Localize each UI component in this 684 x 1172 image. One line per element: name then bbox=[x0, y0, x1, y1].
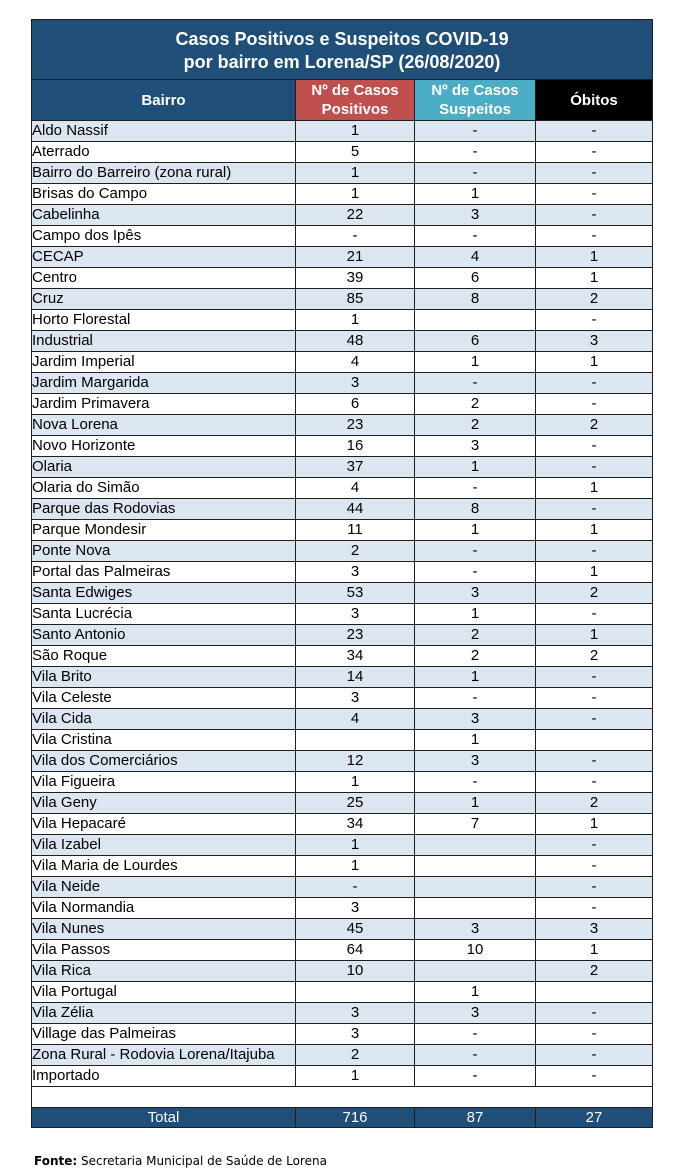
cell-positivos bbox=[296, 982, 415, 1003]
header-positivos-line-2: Positivos bbox=[321, 101, 389, 118]
cell-obitos: - bbox=[536, 856, 653, 877]
cell-bairro: Aterrado bbox=[32, 142, 296, 163]
cell-positivos: 64 bbox=[296, 940, 415, 961]
cell-positivos: 34 bbox=[296, 814, 415, 835]
covid-table bbox=[31, 19, 653, 1128]
cell-suspeitos: - bbox=[415, 1024, 536, 1045]
table-row bbox=[32, 373, 653, 394]
cell-bairro: Vila Normandia bbox=[32, 898, 296, 919]
cell-suspeitos: 3 bbox=[415, 583, 536, 604]
cell-obitos: 2 bbox=[536, 415, 653, 436]
cell-obitos: - bbox=[536, 310, 653, 331]
cell-positivos: 3 bbox=[296, 898, 415, 919]
cell-bairro: Industrial bbox=[32, 331, 296, 352]
cell-suspeitos: - bbox=[415, 1066, 536, 1087]
cell-suspeitos: 3 bbox=[415, 205, 536, 226]
table-row bbox=[32, 856, 653, 877]
cell-suspeitos: 2 bbox=[415, 415, 536, 436]
cell-positivos bbox=[296, 730, 415, 751]
table-row bbox=[32, 709, 653, 730]
source-note bbox=[34, 1154, 327, 1168]
cell-positivos: 44 bbox=[296, 499, 415, 520]
cell-positivos: 1 bbox=[296, 163, 415, 184]
cell-obitos: - bbox=[536, 667, 653, 688]
cell-obitos: - bbox=[536, 751, 653, 772]
cell-obitos: - bbox=[536, 184, 653, 205]
cell-obitos: 1 bbox=[536, 352, 653, 373]
cell-positivos: 11 bbox=[296, 520, 415, 541]
cell-positivos: 3 bbox=[296, 1024, 415, 1045]
cell-suspeitos: 1 bbox=[415, 352, 536, 373]
table-row bbox=[32, 877, 653, 898]
header-positivos-line-1: Nº de Casos bbox=[311, 82, 399, 99]
cell-suspeitos: 1 bbox=[415, 667, 536, 688]
cell-suspeitos bbox=[415, 877, 536, 898]
table-row bbox=[32, 1066, 653, 1087]
cell-obitos: 2 bbox=[536, 646, 653, 667]
cell-bairro: Parque Mondesir bbox=[32, 520, 296, 541]
total-row bbox=[32, 1108, 653, 1128]
cell-obitos: 1 bbox=[536, 247, 653, 268]
cell-suspeitos: 1 bbox=[415, 730, 536, 751]
cell-obitos: - bbox=[536, 163, 653, 184]
cell-positivos: 23 bbox=[296, 625, 415, 646]
cell-bairro: Zona Rural - Rodovia Lorena/Itajuba bbox=[32, 1045, 296, 1066]
cell-bairro: Ponte Nova bbox=[32, 541, 296, 562]
table-row bbox=[32, 625, 653, 646]
cell-bairro: Jardim Primavera bbox=[32, 394, 296, 415]
cell-bairro: Vila Geny bbox=[32, 793, 296, 814]
cell-suspeitos: 6 bbox=[415, 268, 536, 289]
cell-suspeitos: - bbox=[415, 373, 536, 394]
cell-suspeitos: - bbox=[415, 541, 536, 562]
table-row bbox=[32, 352, 653, 373]
cell-positivos: 1 bbox=[296, 121, 415, 142]
cell-suspeitos: 10 bbox=[415, 940, 536, 961]
table-row bbox=[32, 919, 653, 940]
cell-obitos bbox=[536, 730, 653, 751]
table-row bbox=[32, 730, 653, 751]
source-label: Fonte: bbox=[34, 1154, 78, 1168]
header-row bbox=[32, 80, 653, 121]
header-obitos: Óbitos bbox=[536, 80, 653, 121]
cell-obitos: 2 bbox=[536, 583, 653, 604]
cell-suspeitos: 2 bbox=[415, 625, 536, 646]
cell-suspeitos: - bbox=[415, 121, 536, 142]
cell-suspeitos: 1 bbox=[415, 982, 536, 1003]
cell-obitos: - bbox=[536, 142, 653, 163]
table-row bbox=[32, 499, 653, 520]
cell-bairro: Santa Edwiges bbox=[32, 583, 296, 604]
cell-obitos: - bbox=[536, 688, 653, 709]
header-suspeitos bbox=[415, 80, 536, 121]
cell-suspeitos: - bbox=[415, 163, 536, 184]
table-row bbox=[32, 268, 653, 289]
table-row bbox=[32, 436, 653, 457]
table-row bbox=[32, 646, 653, 667]
cell-bairro: Aldo Nassif bbox=[32, 121, 296, 142]
cell-bairro: Vila Cida bbox=[32, 709, 296, 730]
cell-positivos: 3 bbox=[296, 562, 415, 583]
source-text: Secretaria Municipal de Saúde de Lorena bbox=[81, 1154, 327, 1168]
cell-suspeitos: - bbox=[415, 226, 536, 247]
cell-positivos: 4 bbox=[296, 352, 415, 373]
table-row bbox=[32, 751, 653, 772]
cell-suspeitos: 8 bbox=[415, 289, 536, 310]
cell-positivos: 3 bbox=[296, 688, 415, 709]
cell-suspeitos: 4 bbox=[415, 247, 536, 268]
cell-positivos: 3 bbox=[296, 1003, 415, 1024]
cell-obitos: 2 bbox=[536, 961, 653, 982]
cell-bairro: Cabelinha bbox=[32, 205, 296, 226]
cell-obitos: 1 bbox=[536, 520, 653, 541]
cell-bairro: Vila Hepacaré bbox=[32, 814, 296, 835]
table-title bbox=[32, 20, 653, 80]
cell-bairro: Olaria do Simão bbox=[32, 478, 296, 499]
table-row bbox=[32, 247, 653, 268]
cell-positivos: 45 bbox=[296, 919, 415, 940]
cell-positivos: 21 bbox=[296, 247, 415, 268]
cell-bairro: Vila Portugal bbox=[32, 982, 296, 1003]
cell-suspeitos bbox=[415, 856, 536, 877]
cell-bairro: Olaria bbox=[32, 457, 296, 478]
cell-bairro: Horto Florestal bbox=[32, 310, 296, 331]
cell-suspeitos: 7 bbox=[415, 814, 536, 835]
cell-bairro: Vila Celeste bbox=[32, 688, 296, 709]
cell-obitos: - bbox=[536, 877, 653, 898]
cell-suspeitos: - bbox=[415, 772, 536, 793]
cell-obitos: - bbox=[536, 709, 653, 730]
cell-positivos: 85 bbox=[296, 289, 415, 310]
cell-bairro: São Roque bbox=[32, 646, 296, 667]
table-row bbox=[32, 310, 653, 331]
header-suspeitos-line-2: Suspeitos bbox=[439, 101, 511, 118]
cell-suspeitos: - bbox=[415, 688, 536, 709]
cell-positivos: 2 bbox=[296, 541, 415, 562]
table-row bbox=[32, 1045, 653, 1066]
header-suspeitos-line-1: Nº de Casos bbox=[431, 82, 519, 99]
cell-positivos: 1 bbox=[296, 184, 415, 205]
cell-positivos: 10 bbox=[296, 961, 415, 982]
table-row bbox=[32, 1024, 653, 1045]
cell-suspeitos: 1 bbox=[415, 793, 536, 814]
header-positivos bbox=[296, 80, 415, 121]
cell-obitos: 2 bbox=[536, 289, 653, 310]
cell-positivos: 1 bbox=[296, 835, 415, 856]
cell-suspeitos: - bbox=[415, 562, 536, 583]
cell-suspeitos: - bbox=[415, 1045, 536, 1066]
cell-bairro: Jardim Margarida bbox=[32, 373, 296, 394]
table-body bbox=[32, 121, 653, 1087]
cell-suspeitos: - bbox=[415, 478, 536, 499]
cell-obitos: - bbox=[536, 898, 653, 919]
cell-bairro: Vila Rica bbox=[32, 961, 296, 982]
cell-bairro: Importado bbox=[32, 1066, 296, 1087]
cell-suspeitos: 8 bbox=[415, 499, 536, 520]
cell-positivos: 6 bbox=[296, 394, 415, 415]
cell-bairro: Portal das Palmeiras bbox=[32, 562, 296, 583]
cell-obitos: - bbox=[536, 1003, 653, 1024]
cell-positivos: 1 bbox=[296, 772, 415, 793]
cell-positivos: 4 bbox=[296, 478, 415, 499]
table-row bbox=[32, 457, 653, 478]
cell-positivos: 48 bbox=[296, 331, 415, 352]
cell-obitos: - bbox=[536, 457, 653, 478]
cell-bairro: Vila Zélia bbox=[32, 1003, 296, 1024]
cell-obitos: - bbox=[536, 772, 653, 793]
cell-bairro: Santa Lucrécia bbox=[32, 604, 296, 625]
cell-obitos: 3 bbox=[536, 919, 653, 940]
cell-bairro: Cruz bbox=[32, 289, 296, 310]
cell-positivos: 3 bbox=[296, 373, 415, 394]
cell-suspeitos: 3 bbox=[415, 1003, 536, 1024]
cell-bairro: Vila Izabel bbox=[32, 835, 296, 856]
cell-suspeitos: 1 bbox=[415, 457, 536, 478]
cell-suspeitos: 3 bbox=[415, 919, 536, 940]
cell-positivos: 3 bbox=[296, 604, 415, 625]
cell-bairro: Centro bbox=[32, 268, 296, 289]
cell-positivos: - bbox=[296, 877, 415, 898]
table-row bbox=[32, 835, 653, 856]
table-row bbox=[32, 205, 653, 226]
cell-suspeitos: 3 bbox=[415, 436, 536, 457]
title-line-1: Casos Positivos e Suspeitos COVID-19 bbox=[175, 28, 509, 49]
cell-bairro: Vila dos Comerciários bbox=[32, 751, 296, 772]
total-obitos: 27 bbox=[536, 1108, 653, 1128]
cell-bairro: Novo Horizonte bbox=[32, 436, 296, 457]
table-row bbox=[32, 814, 653, 835]
cell-obitos: - bbox=[536, 1066, 653, 1087]
cell-bairro: Parque das Rodovias bbox=[32, 499, 296, 520]
cell-obitos: 3 bbox=[536, 331, 653, 352]
cell-obitos bbox=[536, 982, 653, 1003]
cell-obitos: 2 bbox=[536, 793, 653, 814]
cell-obitos: 1 bbox=[536, 814, 653, 835]
table-row bbox=[32, 121, 653, 142]
cell-bairro: Bairro do Barreiro (zona rural) bbox=[32, 163, 296, 184]
cell-obitos: - bbox=[536, 541, 653, 562]
table-row bbox=[32, 940, 653, 961]
table-row bbox=[32, 604, 653, 625]
table-row bbox=[32, 478, 653, 499]
cell-bairro: Brisas do Campo bbox=[32, 184, 296, 205]
title-row bbox=[32, 20, 653, 80]
table-row bbox=[32, 520, 653, 541]
cell-suspeitos bbox=[415, 310, 536, 331]
cell-obitos: - bbox=[536, 436, 653, 457]
cell-suspeitos: 6 bbox=[415, 331, 536, 352]
cell-positivos: 23 bbox=[296, 415, 415, 436]
cell-bairro: Campo dos Ipês bbox=[32, 226, 296, 247]
cell-bairro: Vila Cristina bbox=[32, 730, 296, 751]
cell-bairro: CECAP bbox=[32, 247, 296, 268]
table-row bbox=[32, 772, 653, 793]
cell-positivos: 1 bbox=[296, 310, 415, 331]
table-row bbox=[32, 415, 653, 436]
cell-obitos: - bbox=[536, 205, 653, 226]
cell-bairro: Vila Nunes bbox=[32, 919, 296, 940]
blank-row bbox=[32, 1087, 653, 1108]
table-row bbox=[32, 541, 653, 562]
table-row bbox=[32, 898, 653, 919]
cell-positivos: - bbox=[296, 226, 415, 247]
cell-obitos: 1 bbox=[536, 625, 653, 646]
cell-obitos: - bbox=[536, 394, 653, 415]
cell-bairro: Vila Brito bbox=[32, 667, 296, 688]
cell-positivos: 16 bbox=[296, 436, 415, 457]
cell-positivos: 4 bbox=[296, 709, 415, 730]
cell-obitos: - bbox=[536, 604, 653, 625]
table-row bbox=[32, 793, 653, 814]
cell-positivos: 39 bbox=[296, 268, 415, 289]
cell-bairro: Vila Figueira bbox=[32, 772, 296, 793]
cell-positivos: 37 bbox=[296, 457, 415, 478]
cell-obitos: 1 bbox=[536, 478, 653, 499]
table-row bbox=[32, 184, 653, 205]
total-positivos: 716 bbox=[296, 1108, 415, 1128]
cell-obitos: - bbox=[536, 499, 653, 520]
cell-bairro: Village das Palmeiras bbox=[32, 1024, 296, 1045]
table-row bbox=[32, 1003, 653, 1024]
title-line-2: por bairro em Lorena/SP (26/08/2020) bbox=[183, 51, 501, 72]
table-row bbox=[32, 226, 653, 247]
table-row bbox=[32, 982, 653, 1003]
cell-obitos: - bbox=[536, 1045, 653, 1066]
cell-suspeitos bbox=[415, 961, 536, 982]
cell-obitos: - bbox=[536, 373, 653, 394]
total-suspeitos: 87 bbox=[415, 1108, 536, 1128]
cell-positivos: 2 bbox=[296, 1045, 415, 1066]
cell-obitos: 1 bbox=[536, 940, 653, 961]
cell-suspeitos: 1 bbox=[415, 520, 536, 541]
cell-positivos: 1 bbox=[296, 856, 415, 877]
cell-bairro: Vila Neide bbox=[32, 877, 296, 898]
cell-positivos: 12 bbox=[296, 751, 415, 772]
cell-bairro: Vila Maria de Lourdes bbox=[32, 856, 296, 877]
table-row bbox=[32, 562, 653, 583]
cell-obitos: 1 bbox=[536, 268, 653, 289]
cell-positivos: 1 bbox=[296, 1066, 415, 1087]
table-row bbox=[32, 142, 653, 163]
cell-suspeitos: 3 bbox=[415, 751, 536, 772]
cell-suspeitos bbox=[415, 835, 536, 856]
cell-obitos: 1 bbox=[536, 562, 653, 583]
cell-obitos: - bbox=[536, 121, 653, 142]
cell-suspeitos: - bbox=[415, 142, 536, 163]
table-row bbox=[32, 289, 653, 310]
cell-bairro: Vila Passos bbox=[32, 940, 296, 961]
cell-suspeitos: 3 bbox=[415, 709, 536, 730]
cell-obitos: - bbox=[536, 1024, 653, 1045]
cell-obitos: - bbox=[536, 226, 653, 247]
table-row bbox=[32, 394, 653, 415]
cell-suspeitos: 2 bbox=[415, 394, 536, 415]
table-row bbox=[32, 331, 653, 352]
cell-bairro: Jardim Imperial bbox=[32, 352, 296, 373]
cell-bairro: Santo Antonio bbox=[32, 625, 296, 646]
table-row bbox=[32, 583, 653, 604]
cell-suspeitos: 2 bbox=[415, 646, 536, 667]
cell-positivos: 25 bbox=[296, 793, 415, 814]
cell-positivos: 5 bbox=[296, 142, 415, 163]
table-row bbox=[32, 163, 653, 184]
cell-obitos: - bbox=[536, 835, 653, 856]
cell-bairro: Nova Lorena bbox=[32, 415, 296, 436]
cell-positivos: 53 bbox=[296, 583, 415, 604]
cell-suspeitos: 1 bbox=[415, 184, 536, 205]
total-label: Total bbox=[32, 1108, 296, 1128]
blank-cell bbox=[32, 1087, 653, 1108]
table-row bbox=[32, 688, 653, 709]
cell-positivos: 34 bbox=[296, 646, 415, 667]
cell-positivos: 14 bbox=[296, 667, 415, 688]
table-row bbox=[32, 667, 653, 688]
header-bairro: Bairro bbox=[32, 80, 296, 121]
cell-positivos: 22 bbox=[296, 205, 415, 226]
cell-suspeitos bbox=[415, 898, 536, 919]
table-row bbox=[32, 961, 653, 982]
cell-suspeitos: 1 bbox=[415, 604, 536, 625]
